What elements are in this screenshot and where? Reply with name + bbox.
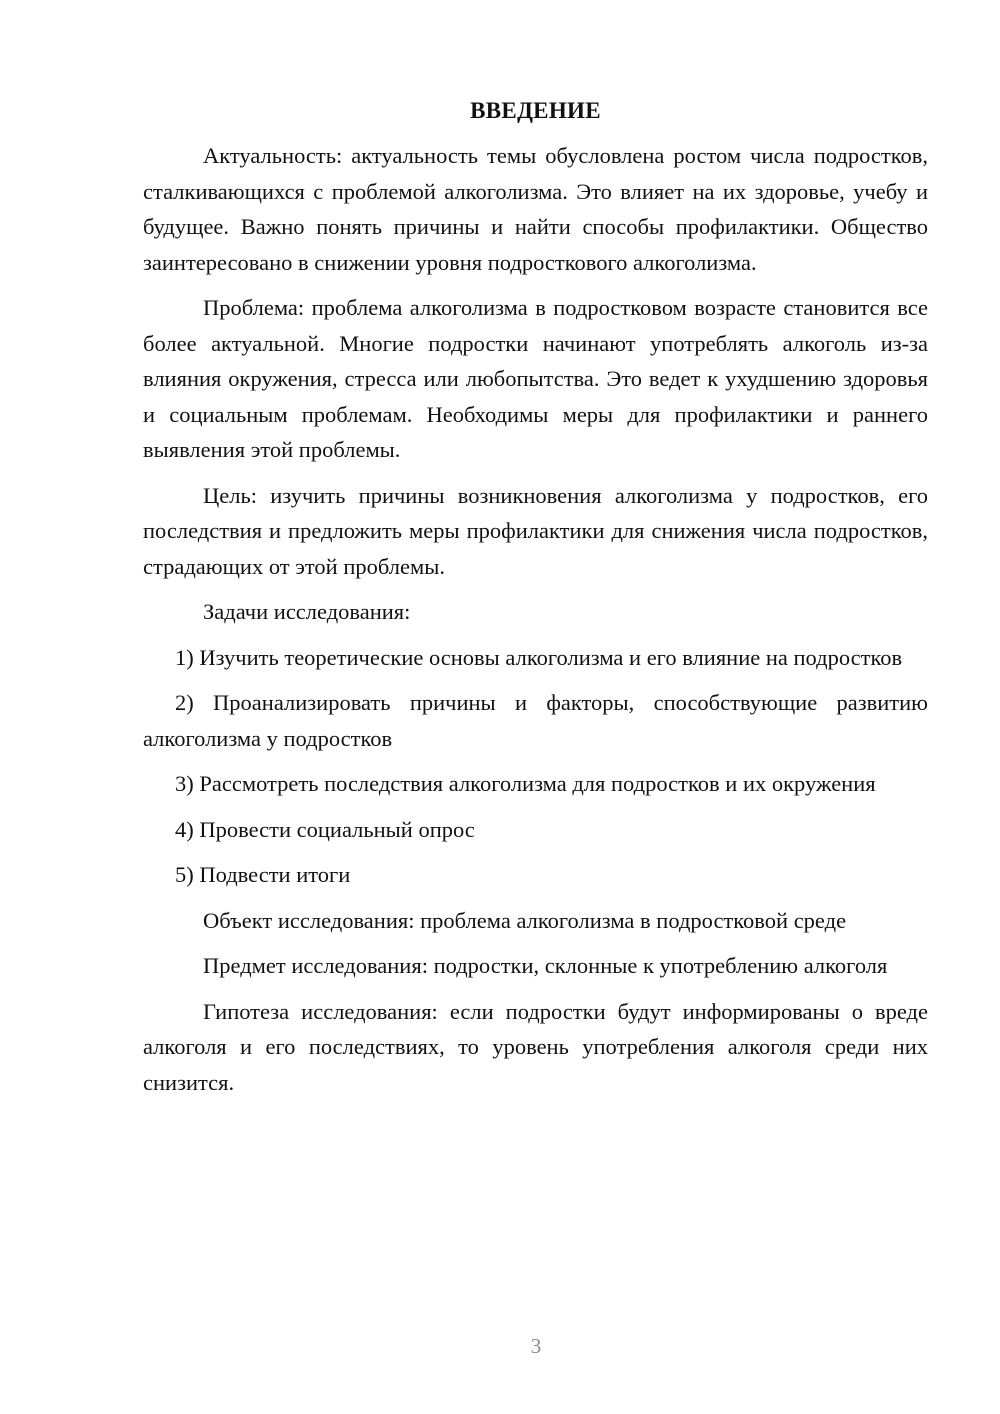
object-paragraph: Объект исследования: проблема алкоголизма в подростковой среде	[203, 907, 847, 933]
subject-paragraph: Предмет исследования: подростки, склонные к употреблению алкоголя	[203, 953, 888, 978]
task-item-4: 4) Провести социальный опрос	[175, 816, 475, 842]
hypothesis-paragraph: Гипотеза исследования: если подростки будут информированы о вреде алкоголя и его последствиях, то уровень употребления алкоголя среди них снизится.	[143, 998, 928, 1095]
tasks-label: Задачи исследования:	[203, 599, 411, 624]
document-page	[143, 96, 928, 1110]
task-item-1: 1) Изучить теоретические основы алкоголизма и его влияние на подростков	[175, 644, 903, 670]
problem-paragraph: Проблема: проблема алкоголизма в подростковом возрасте становится все более актуальной. Многие подростки начинают употреблять алкоголь из-за влияния окружения, стресса или любопытства. Это ведет к ухудшению здоровья и социальным проблемам. Необходимы меры для профилактики и раннего выявления этой проблемы.	[143, 295, 928, 462]
page-number: 3	[530, 1334, 542, 1358]
goal-paragraph: Цель: изучить причины возникновения алкоголизма у подростков, его последствия и предложить меры профилактики для снижения числа подростков, страдающих от этой проблемы.	[143, 482, 928, 579]
task-item-5: 5) Подвести итоги	[175, 862, 351, 887]
task-item-3: 3) Рассмотреть последствия алкоголизма для подростков и их окружения	[175, 771, 876, 796]
tasks-list	[143, 640, 928, 893]
task-item-2: 2) Проанализировать причины и факторы, способствующие развитию алкоголизма у подростков	[143, 690, 928, 751]
section-heading: ВВЕДЕНИЕ	[470, 98, 601, 123]
relevance-paragraph: Актуальность: актуальность темы обусловлена ростом числа подростков, сталкивающихся с проблемой алкоголизма. Это влияет на их здоровье, учебу и будущее. Важно понять причины и найти способы профилактики. Общество заинтересовано в снижении уровня подросткового алкоголизма.	[143, 143, 928, 275]
